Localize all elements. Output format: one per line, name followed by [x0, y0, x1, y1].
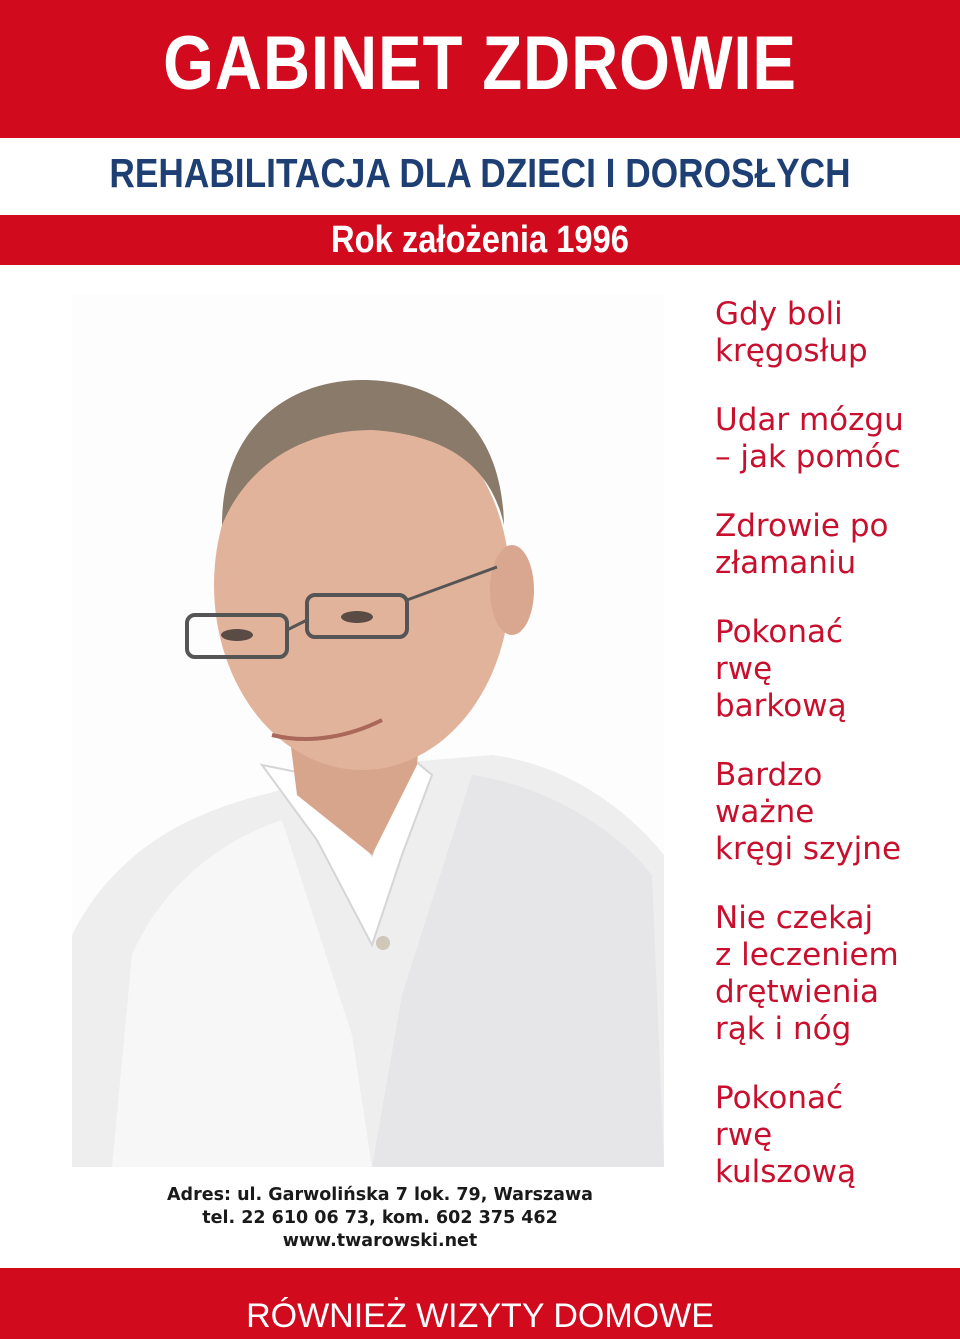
page-subtitle: REHABILITACJA DLA DZIECI I DOROSŁYCH [109, 150, 851, 196]
contact-block [140, 1184, 620, 1253]
service-item: Bardzo ważne kręgi szyjne [715, 757, 902, 867]
service-item: Nie czekaj z leczeniem drętwienia rąk i nóg [715, 900, 899, 1047]
page-title: GABINET ZDROWIE [163, 21, 797, 106]
services-list [715, 296, 955, 1223]
website-link[interactable]: www.twarowski.net [282, 1231, 478, 1251]
service-item: Udar mózgu – jak pomóc [715, 402, 904, 475]
doctor-photo [72, 295, 664, 1167]
address-line: Adres: ul. Garwolińska 7 lok. 79, Warszawa [167, 1185, 593, 1205]
phone-line: tel. 22 610 06 73, kom. 602 375 462 [202, 1208, 558, 1228]
footer-text: RÓWNIEŻ WIZYTY DOMOWE [246, 1297, 714, 1335]
service-item: Zdrowie po złamaniu [715, 508, 889, 581]
founded-text: Rok założenia 1996 [331, 219, 629, 261]
service-item: Pokonać rwę barkową [715, 614, 847, 724]
service-item: Gdy boli kręgosłup [715, 296, 868, 369]
service-item: Pokonać rwę kulszową [715, 1080, 856, 1190]
